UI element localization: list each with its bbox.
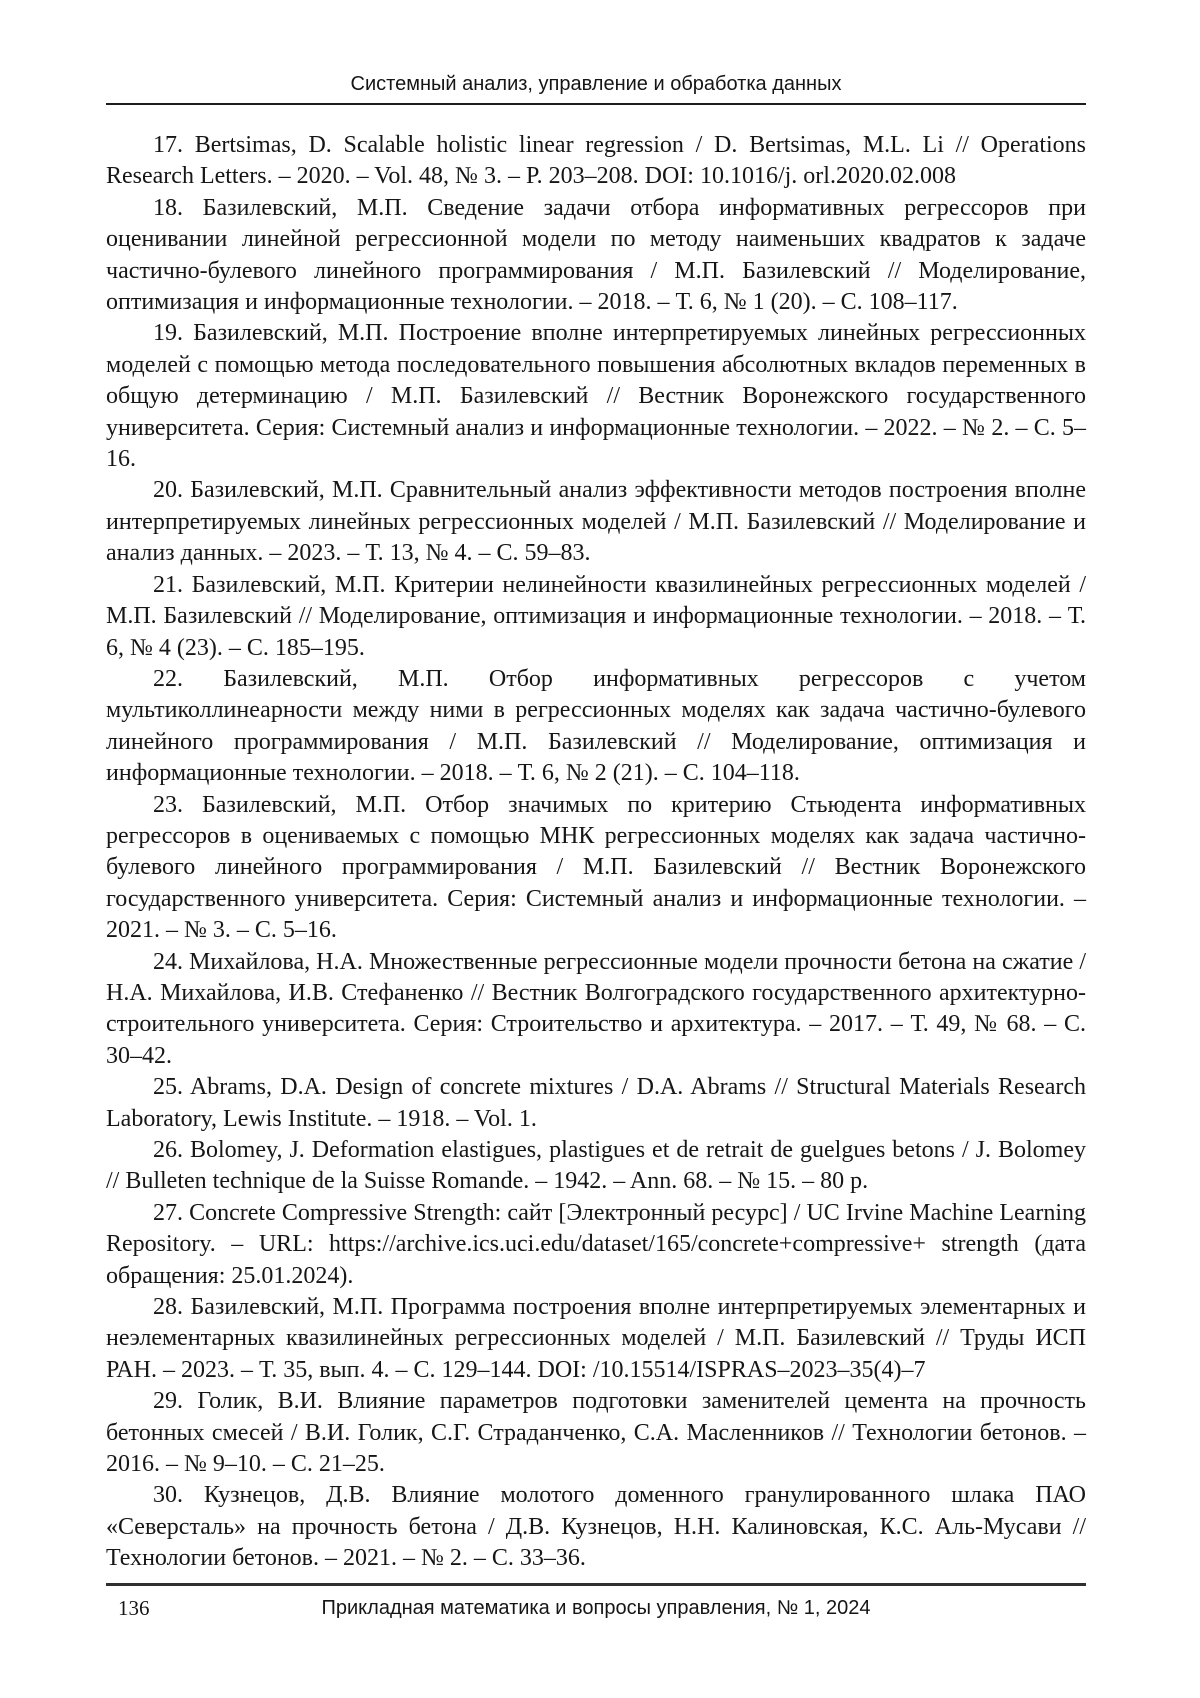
- reference-item: 19. Базилевский, М.П. Построение вполне интерпретируемых линейных регрессионных моделей с помощью метода последовательного повышения абсолютных вкладов переменных в общую детерминацию / М.П. Базилевский // Вестник Воронежского государственного университета. Серия: Системный анализ и информационные технологии. – 2022. – № 2. – С. 5–16.: [106, 320, 1086, 473]
- reference-item: 30. Кузнецов, Д.В. Влияние молотого доменного гранулированного шлака ПАО «Северсталь» на прочность бетона / Д.В. Кузнецов, Н.Н. Калиновская, К.С. Аль-Мусави // Технологии бетонов. – 2021. – № 2. – С. 33–36.: [106, 1482, 1086, 1572]
- reference-item: 22. Базилевский, М.П. Отбор информативных регрессоров с учетом мультиколлинеарности между ними в регрессионных моделях как задача частично-булевого линейного программирования / М.П. Базилевский // Моделирование, оптимизация и информационные технологии. – 2018. – Т. 6, № 2 (21). – С. 104–118.: [106, 665, 1086, 787]
- reference-item: 27. Concrete Compressive Strength: сайт [Электронный ресурс] / UC Irvine Machine Learning Repository. – URL: https://archive.ics.uci.edu/dataset/165/concrete+compressive+ strength (дата обращения: 25.01.2024).: [106, 1199, 1086, 1289]
- reference-item: 24. Михайлова, Н.А. Множественные регрессионные модели прочности бетона на сжатие / Н.А. Михайлова, И.В. Стефаненко // Вестник Волгоградского государственного архитектурно-строительного университета. Серия: Строительство и архитектура. – 2017. – Т. 49, № 68. – С. 30–42.: [106, 948, 1086, 1069]
- reference-item: 25. Abrams, D.A. Design of concrete mixtures / D.A. Abrams // Structural Materials Research Laboratory, Lewis Institute. – 1918. – Vol. 1.: [106, 1074, 1086, 1132]
- reference-item: 23. Базилевский, М.П. Отбор значимых по критерию Стьюдента информативных регрессоров в оцениваемых с помощью МНК регрессионных моделях как задача частично-булевого линейного программирования / М.П. Базилевский // Вестник Воронежского государственного университета. Серия: Системный анализ и информационные технологии. – 2021. – № 3. – С. 5–16.: [106, 791, 1086, 944]
- references-list: [106, 130, 1086, 1575]
- page-footer: [106, 1583, 1086, 1620]
- reference-item: 18. Базилевский, М.П. Сведение задачи отбора информативных регрессоров при оценивании линейной регрессионной модели по методу наименьших квадратов к задаче частично-булевого линейного программирования / М.П. Базилевский // Моделирование, оптимизация и информационные технологии. – 2018. – Т. 6, № 1 (20). – С. 108–117.: [106, 194, 1086, 316]
- reference-item: 26. Bolomey, J. Deformation elastigues, plastigues et de retrait de guelgues betons / J. Bolomey // Bulleten technique de la Suisse Romande. – 1942. – Ann. 68. – № 15. – 80 p.: [106, 1137, 1086, 1195]
- journal-title-line: Прикладная математика и вопросы управления, № 1, 2024: [321, 1597, 871, 1619]
- reference-item: 28. Базилевский, М.П. Программа построения вполне интерпретируемых элементарных и неэлементарных квазилинейных регрессионных моделей / М.П. Базилевский // Труды ИСП РАН. – 2023. – Т. 35, вып. 4. – С. 129–144. DOI: /10.15514/ISPRAS–2023–35(4)–7: [106, 1294, 1086, 1383]
- reference-item: 21. Базилевский, М.П. Критерии нелинейности квазилинейных регрессионных моделей / М.П. Базилевский // Моделирование, оптимизация и информационные технологии. – 2018. – Т. 6, № 4 (23). – С. 185–195.: [106, 571, 1086, 661]
- reference-item: 20. Базилевский, М.П. Сравнительный анализ эффективности методов построения вполне интерпретируемых линейных регрессионных моделей / М.П. Базилевский // Моделирование и анализ данных. – 2023. – Т. 13, № 4. – С. 59–83.: [106, 477, 1086, 567]
- running-header-title: Системный анализ, управление и обработка данных: [350, 73, 842, 95]
- reference-item: 29. Голик, В.И. Влияние параметров подготовки заменителей цемента на прочность бетонных смесей / В.И. Голик, С.Г. Страданченко, С.А. Масленников // Технологии бетонов. – 2016. – № 9–10. – С. 21–25.: [106, 1388, 1086, 1478]
- running-header: [106, 0, 1086, 105]
- reference-item: 17. Bertsimas, D. Scalable holistic linear regression / D. Bertsimas, M.L. Li // Operations Research Letters. – 2020. – Vol. 48, № 3. – P. 203–208. DOI: 10.1016/j. orl.2020.02.008: [106, 132, 1086, 190]
- page-number: 136: [118, 1596, 150, 1620]
